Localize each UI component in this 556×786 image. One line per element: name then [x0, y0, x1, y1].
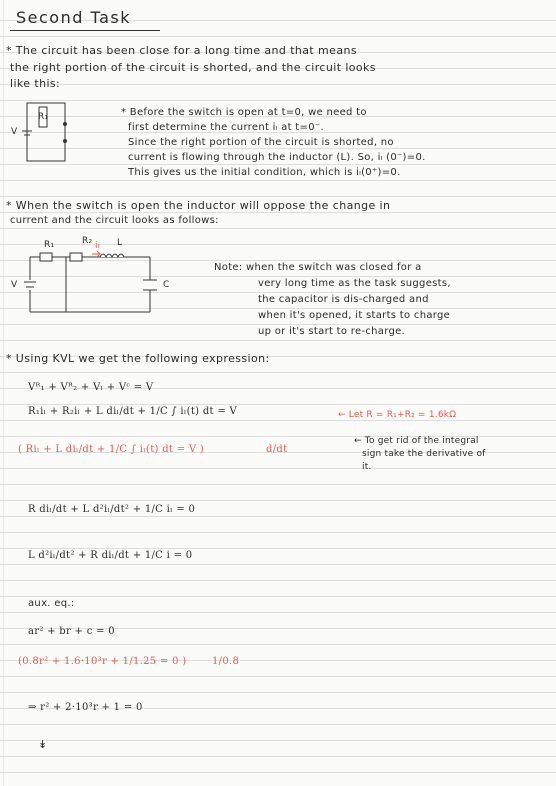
kvl-eq-1: Vᴿ₁ + Vᴿ₂ + Vₗ + Vᶜ = V — [28, 382, 154, 393]
circuit2-current-label: iₗ — [95, 241, 100, 251]
circuit1-r1-label: R₁ — [38, 112, 49, 122]
kvl-eq-3-note-1: ← To get rid of the integral — [354, 436, 479, 446]
continuation-arrow: ↡ — [38, 738, 48, 751]
circuit2-r2-label: R₂ — [82, 236, 93, 246]
circuit2-l-label: L — [117, 238, 123, 248]
intro-line-1: * The circuit has been close for a long time and that means — [6, 44, 357, 57]
kvl-eq-2: R₁iₗ + R₂iₗ + L diₗ/dt + 1/C ∫ iₗ(t) dt = V — [28, 406, 238, 417]
note-line-4: when it's opened, it starts to charge — [258, 310, 451, 321]
note-line-3: the capacitor is dis-charged and — [258, 294, 429, 305]
kvl-eq-4: R diₗ/dt + L d²iₗ/dt² + 1/C iₗ = 0 — [28, 504, 196, 515]
circuit2-v-label: V — [11, 280, 18, 290]
kvl-eq-3-derivative: d/dt — [266, 444, 288, 455]
aux-eq-substituted: (0.8r² + 1.6·10³r + 1/1.25 = 0 ) — [18, 656, 187, 667]
note-line-2: very long time as the task suggests, — [258, 278, 451, 289]
aux-eq-divisor: 1/0.8 — [212, 656, 240, 667]
kvl-eq-3: ( Riₗ + L diₗ/dt + 1/C ∫ iₗ(t) dt = V ) — [18, 444, 205, 455]
note-line-5: up or it's start to re-charge. — [258, 326, 406, 337]
kvl-heading: * Using KVL we get the following expression: — [6, 352, 270, 365]
before-line-4: current is flowing through the inductor (L). So, iₗ (0⁻)=0. — [128, 152, 426, 163]
note-line-1: Note: when the switch was closed for a — [214, 262, 422, 273]
before-line-2: first determine the current iₗ at t=0⁻. — [128, 122, 324, 133]
kvl-eq-2-note: ← Let R = R₁+R₂ = 1.6kΩ — [338, 410, 457, 420]
kvl-eq-3-note-2: sign take the derivative of — [362, 449, 486, 459]
aux-eq: ar² + br + c = 0 — [28, 626, 115, 637]
opened-line-2: current and the circuit looks as follows: — [10, 215, 219, 226]
opened-line-1: * When the switch is open the inductor will oppose the change in — [6, 199, 391, 212]
before-line-1: * Before the switch is open at t=0, we need to — [121, 107, 367, 118]
page-title: Second Task — [16, 8, 131, 27]
intro-line-2: the right portion of the circuit is shorted, and the circuit looks — [10, 61, 376, 74]
intro-line-3: like this: — [10, 77, 61, 90]
kvl-eq-5: L d²iₗ/dt² + R diₗ/dt + 1/C i = 0 — [28, 550, 193, 561]
circuit1-v-label: V — [11, 127, 18, 137]
before-line-5: This gives us the initial condition, which is iₗ(0⁺)=0. — [128, 167, 401, 178]
aux-eq-label: aux. eq.: — [28, 598, 75, 609]
kvl-eq-3-note-3: it. — [362, 462, 372, 472]
characteristic-eq: ⇒ r² + 2·10³r + 1 = 0 — [28, 702, 143, 713]
circuit2-c-label: C — [163, 280, 170, 290]
circuit2-r1-label: R₁ — [44, 240, 55, 250]
before-line-3: Since the right portion of the circuit is shorted, no — [128, 137, 394, 148]
